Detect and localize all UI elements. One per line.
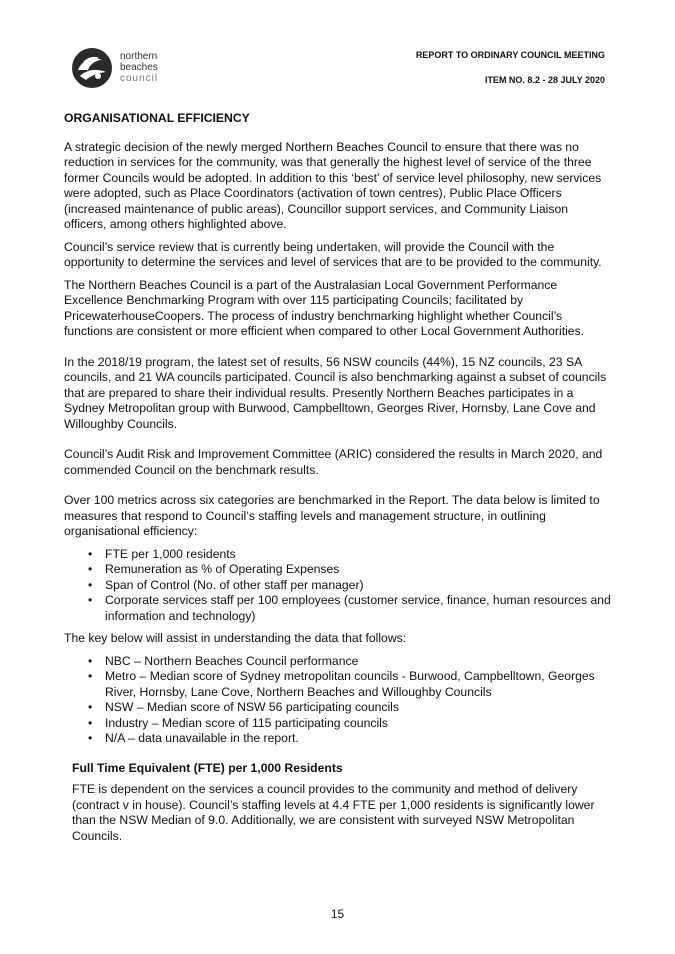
report-title: REPORT TO ORDINARY COUNCIL MEETING	[415, 50, 605, 60]
paragraph-strategic-decision: A strategic decision of the newly merged Northern Beaches Council to ensure that there was no reduction in services for the community, was that generally the highest level of service of the three former Councils would be adopted. In addition to this ‘best’ of service level philosophy, new services were adopted, such as Place Coordinators (activation of town centres), Public Place Officers (increased maintenance of public areas), Councillor support services, and Community Liaison officers, among others highlighted above.	[64, 139, 602, 231]
list-item: • NSW – Median score of NSW 56 participating councils	[105, 700, 611, 716]
item-reference: ITEM NO. 8.2 - 28 JULY 2020	[484, 75, 605, 85]
list-item: • Metro – Median score of Sydney metropolitan councils - Burwood, Campbelltown, Georges River, Hornsby, Lane Cove, Northern Beaches and Willoughby Councils	[105, 669, 611, 700]
paragraph-key-intro: The key below will assist in understanding the data that follows:	[64, 631, 407, 645]
paragraph-program-results: In the 2018/19 program, the latest set of results, 56 NSW councils (44%), 15 NZ councils, 23 SA councils, and 21 WA councils participated. Council is also benchmarking against a subset of councils that are prepared to share their individual results. Presently Northern Beaches participates in a Sydney Metropolitan group with Burwood, Campbelltown, Georges River, Hornsby, Lane Cove and Willoughby Councils.	[64, 354, 607, 431]
paragraph-service-review: Council’s service review that is currently being undertaken, will provide the Council with the opportunity to determine the services and level of services that are to be provided to the community.	[64, 239, 602, 269]
logo-line-1: northern	[120, 51, 158, 62]
paragraph-metrics-intro: Over 100 metrics across six categories are benchmarked in the Report. The data below is limited to measures that respond to Council’s staffing levels and management structure, in outlining organisational efficiency:	[64, 493, 600, 538]
council-logo-icon	[70, 46, 114, 90]
fte-heading: Full Time Equivalent (FTE) per 1,000 Residents	[72, 760, 343, 775]
section-title: ORGANISATIONAL EFFICIENCY	[64, 111, 250, 125]
page-number: 15	[330, 907, 345, 921]
list-item: • NBC – Northern Beaches Council performance	[105, 654, 611, 670]
list-item: • Industry – Median score of 115 participating councils	[105, 716, 611, 732]
main-content	[64, 111, 611, 851]
paragraph-benchmarking-program: The Northern Beaches Council is a part of the Australasian Local Government Performance Excellence Benchmarking Program with over 115 participating Councils; facilitated by PricewaterhouseCoopers. The process of industry benchmarking highlight whether Council’s functions are consistent or more efficient when compared to other Local Government Authorities.	[64, 277, 585, 338]
list-item: • FTE per 1,000 residents	[105, 547, 611, 563]
key-list	[64, 654, 611, 747]
logo-line-3: council	[120, 73, 159, 84]
council-logo-wordmark	[120, 51, 158, 84]
paragraph-fte: FTE is dependent on the services a council provides to the community and method of delivery (contract v in house). Council’s staffing levels at 4.4 FTE per 1,000 residents is significantly lower than the NSW Median of 9.0. Additionally, we are consistent with surveyed NSW Metropolitan Councils.	[72, 782, 595, 843]
list-item: • Remuneration as % of Operating Expenses	[105, 562, 611, 578]
council-logo	[70, 46, 180, 90]
metrics-list	[64, 547, 611, 625]
paragraph-aric: Council’s Audit Risk and Improvement Committee (ARIC) considered the results in March 2020, and commended Council on the benchmark results.	[64, 447, 603, 477]
list-item: • Span of Control (No. of other staff per manager)	[105, 578, 611, 594]
report-header	[416, 50, 605, 86]
logo-line-2: beaches	[120, 62, 158, 73]
list-item: • N/A – data unavailable in the report.	[105, 731, 611, 747]
list-item: • Corporate services staff per 100 employees (customer service, finance, human resources and information and technology)	[105, 593, 611, 624]
